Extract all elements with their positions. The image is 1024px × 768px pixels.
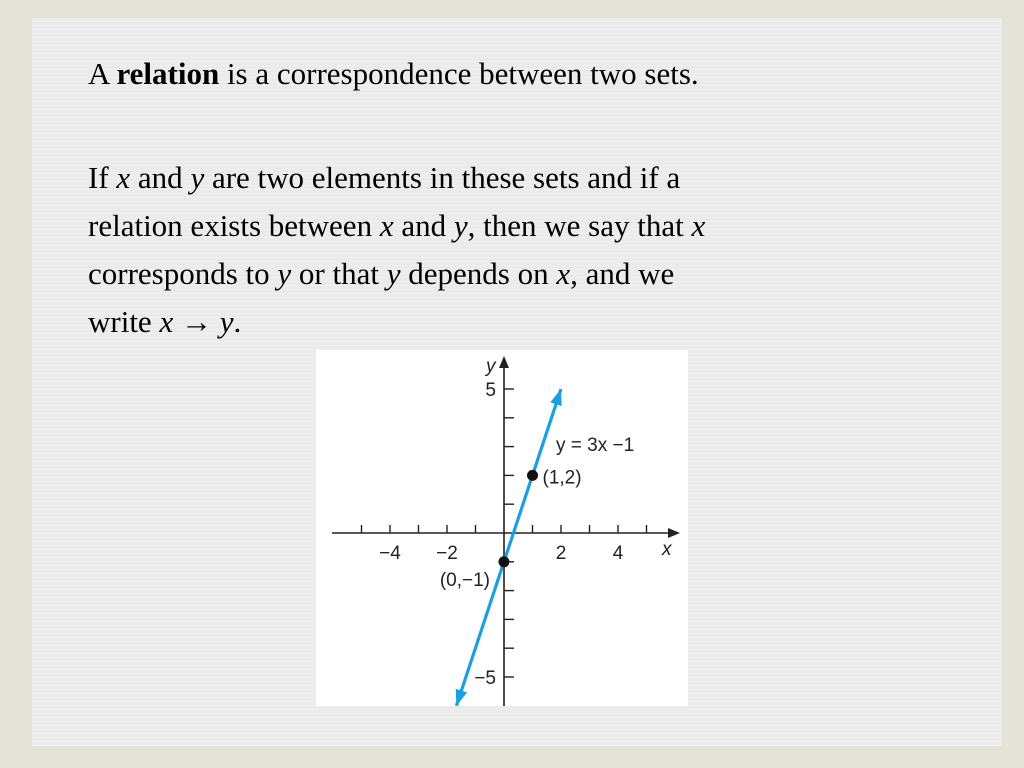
data-point — [499, 556, 510, 567]
point-label: (0,−1) — [439, 569, 490, 591]
relation-explanation — [88, 154, 908, 346]
x-axis-label: x — [662, 539, 672, 560]
line-graph-figure — [316, 350, 688, 706]
equation-label: y = 3x −1 — [556, 435, 635, 456]
line-arrow-top — [550, 389, 561, 406]
text-run: If — [88, 160, 117, 195]
text-run: write — [88, 304, 160, 339]
text-run: . — [233, 304, 242, 339]
variable-x: x — [159, 304, 174, 339]
variable-y: y — [219, 304, 234, 339]
variable-y: y — [386, 256, 401, 291]
text-run: and — [393, 208, 454, 243]
variable-y: y — [453, 208, 468, 243]
x-tick-label: 4 — [612, 543, 624, 564]
y-axis-arrow — [499, 356, 509, 368]
text-run: , then we say that — [467, 208, 692, 243]
text-run: and — [130, 160, 191, 195]
bold-term-relation: relation — [116, 56, 220, 91]
y-tick-label: −5 — [474, 668, 496, 689]
arrow-symbol: → — [173, 304, 220, 339]
line-arrow-bottom — [456, 689, 467, 706]
data-point — [527, 470, 538, 481]
point-label: (1,2) — [542, 467, 582, 489]
text-line-2 — [88, 202, 908, 250]
variable-x: x — [116, 160, 131, 195]
y-axis-label: y — [486, 356, 496, 377]
text-line-1 — [88, 154, 908, 202]
text-run: is a correspondence between two sets. — [219, 56, 699, 91]
x-tick-label: −2 — [436, 543, 458, 564]
text-line-4 — [88, 298, 908, 346]
variable-y: y — [277, 256, 292, 291]
text-line-3 — [88, 250, 908, 298]
text-run: depends on — [400, 256, 557, 291]
variable-x: x — [379, 208, 394, 243]
text-run: , and we — [570, 256, 675, 291]
variable-y: y — [190, 160, 205, 195]
line-graph-svg — [316, 350, 688, 706]
text-run: or that — [291, 256, 387, 291]
text-run: relation exists between — [88, 208, 380, 243]
x-axis-arrow — [668, 528, 680, 538]
y-tick-label: 5 — [485, 380, 496, 401]
x-tick-label: 2 — [555, 543, 567, 564]
relation-definition — [88, 50, 908, 98]
x-tick-label: −4 — [379, 543, 401, 564]
variable-x: x — [691, 208, 706, 243]
text-run: are two elements in these sets and if a — [204, 160, 681, 195]
text-run: corresponds to — [88, 256, 278, 291]
text-run: A — [88, 56, 117, 91]
series-line — [456, 389, 561, 706]
variable-x: x — [556, 256, 571, 291]
